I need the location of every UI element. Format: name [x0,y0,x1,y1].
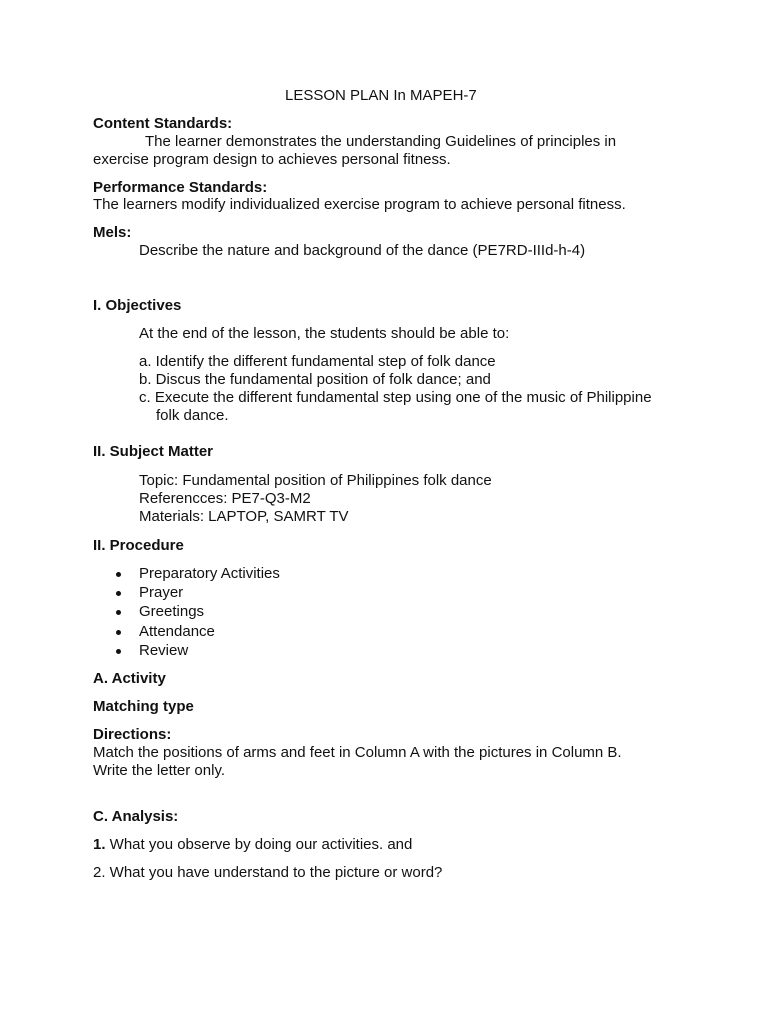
analysis-question-1-number: 1. [93,836,106,853]
subject-matter-references: Referencces: PE7-Q3-M2 [139,490,311,507]
content-standards-line-1: The learner demonstrates the understanding Guidelines of principles in [145,133,617,150]
directions-line-2: Write the letter only. [93,762,225,779]
subject-matter-heading: II. Subject Matter [93,443,214,460]
content-standards-heading: Content Standards: [93,115,233,132]
performance-standards-text: The learners modify individualized exercise program to achieve personal fitness. [93,196,626,213]
document-title: LESSON PLAN In MAPEH-7 [285,87,477,104]
analysis-question-1-text: What you observe by doing our activities. and [105,836,413,853]
subject-matter-materials: Materials: LAPTOP, SAMRT TV [139,508,349,525]
mels-text: Describe the nature and background of the dance (PE7RD-IIId-h-4) [139,242,586,259]
activity-heading: A. Activity [93,670,166,687]
objective-item: a. Identify the different fundamental step of folk dance [139,353,496,370]
procedure-list-item: Prayer [139,584,184,601]
objective-item: c. Execute the different fundamental step using one of the music of Philippine [139,389,652,406]
directions-heading: Directions: [93,726,172,743]
procedure-list-item: Preparatory Activities [139,565,280,582]
directions-line-1: Match the positions of arms and feet in Column A with the pictures in Column B. [93,744,622,761]
procedure-list-item: Attendance [139,623,215,640]
matching-type-heading: Matching type [93,698,194,715]
objectives-heading: I. Objectives [93,297,182,314]
subject-matter-topic: Topic: Fundamental position of Philippines folk dance [139,472,492,489]
analysis-question-2: 2. What you have understand to the picture or word? [93,864,443,881]
performance-standards-heading: Performance Standards: [93,179,268,196]
analysis-heading: C. Analysis: [93,808,179,825]
procedure-list-item: Review [139,642,189,659]
analysis-question-1 [93,836,412,854]
procedure-list-item: Greetings [139,603,205,620]
objective-item: b. Discus the fundamental position of folk dance; and [139,371,491,388]
mels-heading: Mels: [93,224,132,241]
content-standards-line-2: exercise program design to achieves personal fitness. [93,151,451,168]
procedure-heading: II. Procedure [93,537,184,554]
objectives-intro: At the end of the lesson, the students should be able to: [139,325,510,342]
objective-item-continuation: folk dance. [156,407,229,424]
